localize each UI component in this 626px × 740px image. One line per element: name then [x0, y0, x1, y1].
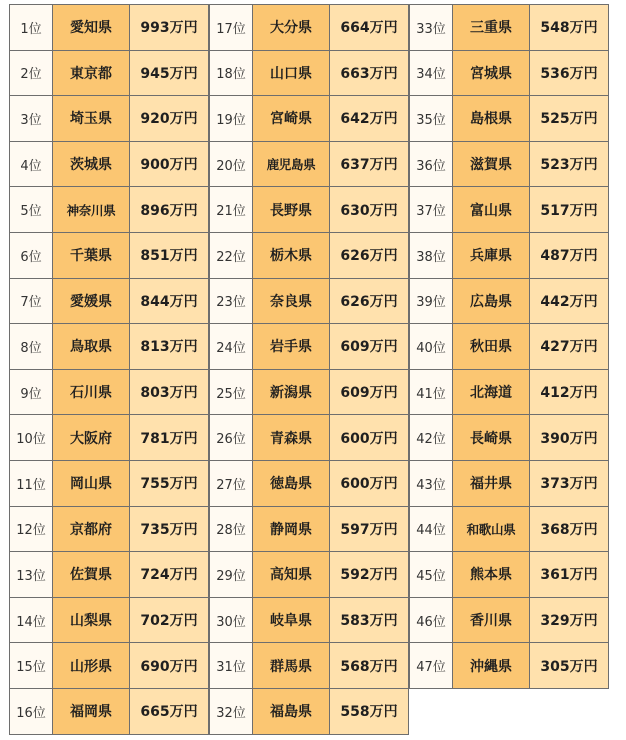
- amount-cell: 813万円: [129, 323, 209, 370]
- ranking-row: [10, 415, 210, 461]
- amount-cell: 368万円: [529, 506, 609, 553]
- prefecture-cell: 福井県: [452, 460, 530, 507]
- amount-cell: 664万円: [329, 4, 409, 51]
- amount-cell: 600万円: [329, 414, 409, 461]
- prefecture-cell: 群馬県: [252, 642, 330, 689]
- ranking-row: [10, 233, 210, 279]
- amount-cell: 442万円: [529, 278, 609, 325]
- ranking-column-2: [210, 5, 410, 735]
- rank-cell: 2位: [9, 50, 53, 97]
- ranking-row: [10, 279, 210, 325]
- amount-cell: 781万円: [129, 414, 209, 461]
- ranking-row: [10, 461, 210, 507]
- ranking-row: [210, 51, 410, 97]
- amount-cell: 361万円: [529, 551, 609, 598]
- ranking-row: [10, 142, 210, 188]
- rank-cell: 10位: [9, 414, 53, 461]
- amount-cell: 630万円: [329, 186, 409, 233]
- ranking-row: [10, 689, 210, 735]
- ranking-row: [410, 142, 610, 188]
- prefecture-cell: 鹿児島県: [252, 141, 330, 188]
- amount-cell: 735万円: [129, 506, 209, 553]
- amount-cell: 373万円: [529, 460, 609, 507]
- prefecture-cell: 新潟県: [252, 369, 330, 416]
- rank-cell: 37位: [409, 186, 453, 233]
- amount-cell: 592万円: [329, 551, 409, 598]
- rank-cell: 3位: [9, 95, 53, 142]
- amount-cell: 702万円: [129, 597, 209, 644]
- ranking-row: [410, 324, 610, 370]
- prefecture-cell: 京都府: [52, 506, 130, 553]
- amount-cell: 523万円: [529, 141, 609, 188]
- amount-cell: 900万円: [129, 141, 209, 188]
- ranking-row: [10, 552, 210, 598]
- ranking-row: [410, 279, 610, 325]
- prefecture-cell: 長野県: [252, 186, 330, 233]
- ranking-row: [410, 598, 610, 644]
- amount-cell: 724万円: [129, 551, 209, 598]
- prefecture-cell: 愛媛県: [52, 278, 130, 325]
- rank-cell: 24位: [209, 323, 253, 370]
- ranking-row: [410, 51, 610, 97]
- ranking-column-1: [10, 5, 210, 735]
- rank-cell: 28位: [209, 506, 253, 553]
- prefecture-cell: 三重県: [452, 4, 530, 51]
- ranking-row: [210, 598, 410, 644]
- ranking-row: [410, 96, 610, 142]
- amount-cell: 558万円: [329, 688, 409, 735]
- prefecture-cell: 宮城県: [452, 50, 530, 97]
- ranking-row: [10, 51, 210, 97]
- rank-cell: 1位: [9, 4, 53, 51]
- rank-cell: 4位: [9, 141, 53, 188]
- amount-cell: 637万円: [329, 141, 409, 188]
- prefecture-cell: 鳥取県: [52, 323, 130, 370]
- prefecture-cell: 山口県: [252, 50, 330, 97]
- rank-cell: 26位: [209, 414, 253, 461]
- prefecture-cell: 富山県: [452, 186, 530, 233]
- rank-cell: 6位: [9, 232, 53, 279]
- ranking-row: [210, 5, 410, 51]
- rank-cell: 33位: [409, 4, 453, 51]
- amount-cell: 626万円: [329, 232, 409, 279]
- prefecture-cell: 滋賀県: [452, 141, 530, 188]
- amount-cell: 626万円: [329, 278, 409, 325]
- ranking-row: [410, 507, 610, 553]
- prefecture-cell: 大阪府: [52, 414, 130, 461]
- amount-cell: 609万円: [329, 323, 409, 370]
- prefecture-cell: 埼玉県: [52, 95, 130, 142]
- rank-cell: 22位: [209, 232, 253, 279]
- prefecture-cell: 青森県: [252, 414, 330, 461]
- rank-cell: 18位: [209, 50, 253, 97]
- ranking-row: [10, 324, 210, 370]
- amount-cell: 487万円: [529, 232, 609, 279]
- prefecture-cell: 広島県: [452, 278, 530, 325]
- amount-cell: 851万円: [129, 232, 209, 279]
- prefecture-cell: 香川県: [452, 597, 530, 644]
- ranking-row: [210, 689, 410, 735]
- rank-cell: 13位: [9, 551, 53, 598]
- prefecture-cell: 奈良県: [252, 278, 330, 325]
- amount-cell: 536万円: [529, 50, 609, 97]
- prefecture-cell: 長崎県: [452, 414, 530, 461]
- rank-cell: 35位: [409, 95, 453, 142]
- rank-cell: 42位: [409, 414, 453, 461]
- rank-cell: 9位: [9, 369, 53, 416]
- prefecture-cell: 岩手県: [252, 323, 330, 370]
- rank-cell: 34位: [409, 50, 453, 97]
- prefecture-cell: 山形県: [52, 642, 130, 689]
- ranking-row: [410, 187, 610, 233]
- rank-cell: 44位: [409, 506, 453, 553]
- amount-cell: 390万円: [529, 414, 609, 461]
- rank-cell: 15位: [9, 642, 53, 689]
- amount-cell: 665万円: [129, 688, 209, 735]
- ranking-row: [210, 96, 410, 142]
- rank-cell: 8位: [9, 323, 53, 370]
- ranking-row: [10, 643, 210, 689]
- rank-cell: 47位: [409, 642, 453, 689]
- ranking-row: [210, 142, 410, 188]
- amount-cell: 525万円: [529, 95, 609, 142]
- prefecture-cell: 島根県: [452, 95, 530, 142]
- ranking-row: [210, 279, 410, 325]
- rank-cell: 30位: [209, 597, 253, 644]
- amount-cell: 609万円: [329, 369, 409, 416]
- ranking-row: [410, 643, 610, 689]
- ranking-row: [410, 415, 610, 461]
- ranking-row: [10, 5, 210, 51]
- prefecture-cell: 千葉県: [52, 232, 130, 279]
- amount-cell: 993万円: [129, 4, 209, 51]
- prefecture-cell: 大分県: [252, 4, 330, 51]
- rank-cell: 41位: [409, 369, 453, 416]
- amount-cell: 412万円: [529, 369, 609, 416]
- amount-cell: 329万円: [529, 597, 609, 644]
- prefecture-cell: 静岡県: [252, 506, 330, 553]
- rank-cell: 36位: [409, 141, 453, 188]
- prefecture-cell: 和歌山県: [452, 506, 530, 553]
- rank-cell: 23位: [209, 278, 253, 325]
- rank-cell: 11位: [9, 460, 53, 507]
- prefecture-cell: 山梨県: [52, 597, 130, 644]
- ranking-row: [410, 461, 610, 507]
- ranking-row: [410, 5, 610, 51]
- prefecture-cell: 秋田県: [452, 323, 530, 370]
- prefecture-cell: 沖縄県: [452, 642, 530, 689]
- prefecture-cell: 石川県: [52, 369, 130, 416]
- amount-cell: 663万円: [329, 50, 409, 97]
- ranking-table: [10, 5, 610, 735]
- rank-cell: 27位: [209, 460, 253, 507]
- ranking-row: [210, 187, 410, 233]
- ranking-row: [10, 370, 210, 416]
- amount-cell: 427万円: [529, 323, 609, 370]
- prefecture-cell: 熊本県: [452, 551, 530, 598]
- amount-cell: 583万円: [329, 597, 409, 644]
- prefecture-cell: 愛知県: [52, 4, 130, 51]
- ranking-column-3: [410, 5, 610, 735]
- amount-cell: 896万円: [129, 186, 209, 233]
- ranking-row: [10, 598, 210, 644]
- ranking-row: [210, 415, 410, 461]
- prefecture-cell: 福島県: [252, 688, 330, 735]
- ranking-row: [10, 96, 210, 142]
- amount-cell: 945万円: [129, 50, 209, 97]
- amount-cell: 517万円: [529, 186, 609, 233]
- ranking-row: [10, 507, 210, 553]
- prefecture-cell: 東京都: [52, 50, 130, 97]
- ranking-row: [210, 370, 410, 416]
- rank-cell: 29位: [209, 551, 253, 598]
- ranking-row: [210, 552, 410, 598]
- prefecture-cell: 茨城県: [52, 141, 130, 188]
- prefecture-cell: 高知県: [252, 551, 330, 598]
- rank-cell: 45位: [409, 551, 453, 598]
- ranking-row: [410, 370, 610, 416]
- ranking-row: [210, 643, 410, 689]
- ranking-row: [10, 187, 210, 233]
- ranking-row: [210, 233, 410, 279]
- prefecture-cell: 岐阜県: [252, 597, 330, 644]
- prefecture-cell: 神奈川県: [52, 186, 130, 233]
- rank-cell: 14位: [9, 597, 53, 644]
- rank-cell: 17位: [209, 4, 253, 51]
- amount-cell: 597万円: [329, 506, 409, 553]
- amount-cell: 642万円: [329, 95, 409, 142]
- rank-cell: 46位: [409, 597, 453, 644]
- ranking-row: [210, 507, 410, 553]
- amount-cell: 305万円: [529, 642, 609, 689]
- ranking-row: [210, 324, 410, 370]
- ranking-row: [410, 552, 610, 598]
- rank-cell: 25位: [209, 369, 253, 416]
- prefecture-cell: 北海道: [452, 369, 530, 416]
- amount-cell: 600万円: [329, 460, 409, 507]
- amount-cell: 548万円: [529, 4, 609, 51]
- rank-cell: 7位: [9, 278, 53, 325]
- prefecture-cell: 福岡県: [52, 688, 130, 735]
- prefecture-cell: 栃木県: [252, 232, 330, 279]
- amount-cell: 690万円: [129, 642, 209, 689]
- amount-cell: 755万円: [129, 460, 209, 507]
- rank-cell: 20位: [209, 141, 253, 188]
- rank-cell: 12位: [9, 506, 53, 553]
- prefecture-cell: 佐賀県: [52, 551, 130, 598]
- rank-cell: 19位: [209, 95, 253, 142]
- rank-cell: 21位: [209, 186, 253, 233]
- prefecture-cell: 徳島県: [252, 460, 330, 507]
- rank-cell: 32位: [209, 688, 253, 735]
- rank-cell: 40位: [409, 323, 453, 370]
- rank-cell: 43位: [409, 460, 453, 507]
- amount-cell: 844万円: [129, 278, 209, 325]
- rank-cell: 31位: [209, 642, 253, 689]
- rank-cell: 38位: [409, 232, 453, 279]
- prefecture-cell: 兵庫県: [452, 232, 530, 279]
- ranking-row: [410, 233, 610, 279]
- rank-cell: 16位: [9, 688, 53, 735]
- prefecture-cell: 岡山県: [52, 460, 130, 507]
- amount-cell: 803万円: [129, 369, 209, 416]
- rank-cell: 5位: [9, 186, 53, 233]
- prefecture-cell: 宮崎県: [252, 95, 330, 142]
- ranking-row: [210, 461, 410, 507]
- rank-cell: 39位: [409, 278, 453, 325]
- amount-cell: 920万円: [129, 95, 209, 142]
- amount-cell: 568万円: [329, 642, 409, 689]
